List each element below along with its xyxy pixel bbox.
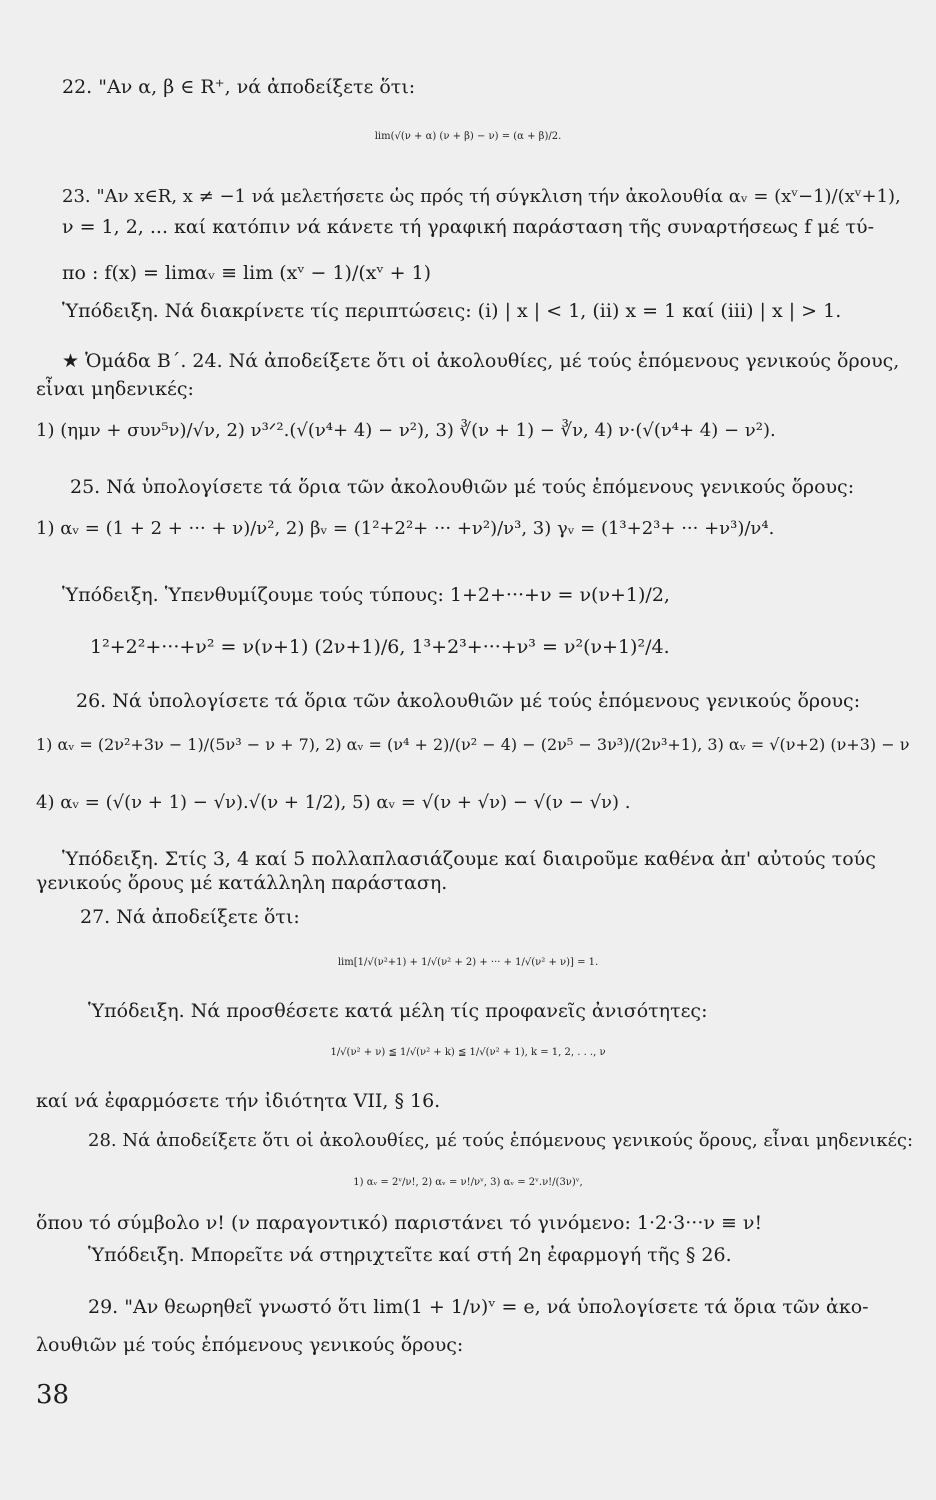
exercise-29-line-2: λουθιῶν μέ τούς ἑπόμενους γενικούς ὅρους: bbox=[36, 1334, 464, 1356]
exercise-27-inequalities: 1/√(ν² + ν) ≦ 1/√(ν² + k) ≦ 1/√(ν² + 1), k = 1, 2, . . ., ν bbox=[330, 1047, 606, 1058]
exercise-25-heading: 25. Νά ὑπολογίσετε τά ὅρια τῶν ἀκολουθιῶν μέ τούς ἑπόμενους γενικούς ὅρους: bbox=[70, 476, 855, 498]
exercise-25-items: 1) αᵥ = (1 + 2 + ··· + ν)/ν², 2) βᵥ = (1²+2²+ ··· +ν²)/ν³, 3) γᵥ = (1³+2³+ ··· +ν³)/ν⁴. bbox=[36, 518, 775, 539]
group-b-exercise-24-heading: ★ Ὁμάδα Β΄. 24. Νά ἀποδείξετε ὅτι οἱ ἀκολουθίες, μέ τούς ἑπόμενους γενικούς ὅρους, bbox=[62, 350, 900, 372]
exercise-28-factorial-note: ὅπου τό σύμβολο ν! (ν παραγοντικό) παριστάνει τό γινόμενο: 1·2·3···ν ≡ ν! bbox=[36, 1212, 763, 1234]
exercise-23-hint: Ὑπόδειξη. Νά διακρίνετε τίς περιπτώσεις: (i) | x | < 1, (ii) x = 1 καί (iii) | x | > 1. bbox=[62, 300, 842, 322]
exercise-23-line-1: 23. "Αν x∈R, x ≠ −1 νά μελετήσετε ὡς πρός τή σύγκλιση τήν ἀκολουθία αᵥ = (xᵛ−1)/(xᵛ+1), bbox=[62, 186, 901, 207]
exercise-25-hint: Ὑπόδειξη. Ὑπενθυμίζουμε τούς τύπους: 1+2+···+ν = ν(ν+1)/2, bbox=[62, 584, 670, 606]
exercise-23-line-2: ν = 1, 2, ... καί κατόπιν νά κάνετε τή γραφική παράσταση τῆς συναρτήσεως f μέ τύ- bbox=[62, 216, 875, 238]
exercise-27-formula: lim[1/√(ν²+1) + 1/√(ν² + 2) + ··· + 1/√(ν² + ν)] = 1. bbox=[337, 957, 599, 968]
exercise-28-items: 1) αᵥ = 2ᵛ/ν!, 2) αᵥ = ν!/νᵛ, 3) αᵥ = 2ᵛ.ν!/(3ν)ᵛ, bbox=[353, 1177, 583, 1188]
exercise-28-heading: 28. Νά ἀποδείξετε ὅτι οἱ ἀκολουθίες, μέ τούς ἑπόμενους γενικούς ὅρους, εἶναι μηδενικές: bbox=[88, 1130, 914, 1151]
exercise-27-hint-end: καί νά ἐφαρμόσετε τήν ἰδιότητα VII, § 16. bbox=[36, 1090, 441, 1112]
exercise-29-line-1: 29. "Αν θεωρηθεῖ γνωστό ὅτι lim(1 + 1/ν)ᵛ = e, νά ὑπολογίσετε τά ὅρια τῶν ἀκο- bbox=[88, 1296, 869, 1318]
exercise-27-hint: Ὑπόδειξη. Νά προσθέσετε κατά μέλη τίς προφανεῖς ἀνισότητες: bbox=[88, 1000, 708, 1022]
exercise-22-formula: lim(√(ν + α) (ν + β) − ν) = (α + β)/2. bbox=[374, 131, 562, 142]
exercise-22-heading: 22. "Αν α, β ∈ R⁺, νά ἀποδείξετε ὅτι: bbox=[62, 76, 416, 98]
exercise-25-hint-formulas: 1²+2²+···+ν² = ν(ν+1) (2ν+1)/6, 1³+2³+···+ν³ = ν²(ν+1)²/4. bbox=[90, 636, 670, 658]
exercise-24-items: 1) (ημν + συν⁵ν)/√ν, 2) ν³ᐟ².(√(ν⁴+ 4) − ν²), 3) ∛(ν + 1) − ∛ν, 4) ν·(√(ν⁴+ 4) − ν²). bbox=[36, 420, 776, 441]
exercise-23-formula: πο : f(x) = limαᵥ ≡ lim (xᵛ − 1)/(xᵛ + 1) bbox=[62, 262, 432, 284]
exercise-26-hint-line-1: Ὑπόδειξη. Στίς 3, 4 καί 5 πολλαπλασιάζουμε καί διαιροῦμε καθένα ἀπ' αὐτούς τούς bbox=[62, 848, 876, 870]
page-number: 38 bbox=[36, 1380, 70, 1410]
exercise-26-heading: 26. Νά ὑπολογίσετε τά ὅρια τῶν ἀκολουθιῶν μέ τούς ἑπόμενους γενικούς ὅρους: bbox=[76, 690, 861, 712]
exercise-28-hint: Ὑπόδειξη. Μπορεῖτε νά στηριχτεῖτε καί στή 2η ἐφαρμογή τῆς § 26. bbox=[88, 1244, 732, 1266]
exercise-26-items-4-5: 4) αᵥ = (√(ν + 1) − √ν).√(ν + 1/2), 5) αᵥ = √(ν + √ν) − √(ν − √ν) . bbox=[36, 792, 631, 813]
exercise-27-heading: 27. Νά ἀποδείξετε ὅτι: bbox=[80, 906, 300, 928]
exercise-26-hint-line-2: γενικούς ὅρους μέ κατάλληλη παράσταση. bbox=[36, 872, 448, 894]
exercise-26-items-1-3: 1) αᵥ = (2ν²+3ν − 1)/(5ν³ − ν + 7), 2) αᵥ = (ν⁴ + 2)/(ν² − 4) − (2ν⁵ − 3ν³)/(2ν³+1), 3) αᵥ = √(ν+2) (ν+3) − ν bbox=[36, 735, 910, 754]
exercise-24-continuation: εἶναι μηδενικές: bbox=[36, 378, 194, 400]
